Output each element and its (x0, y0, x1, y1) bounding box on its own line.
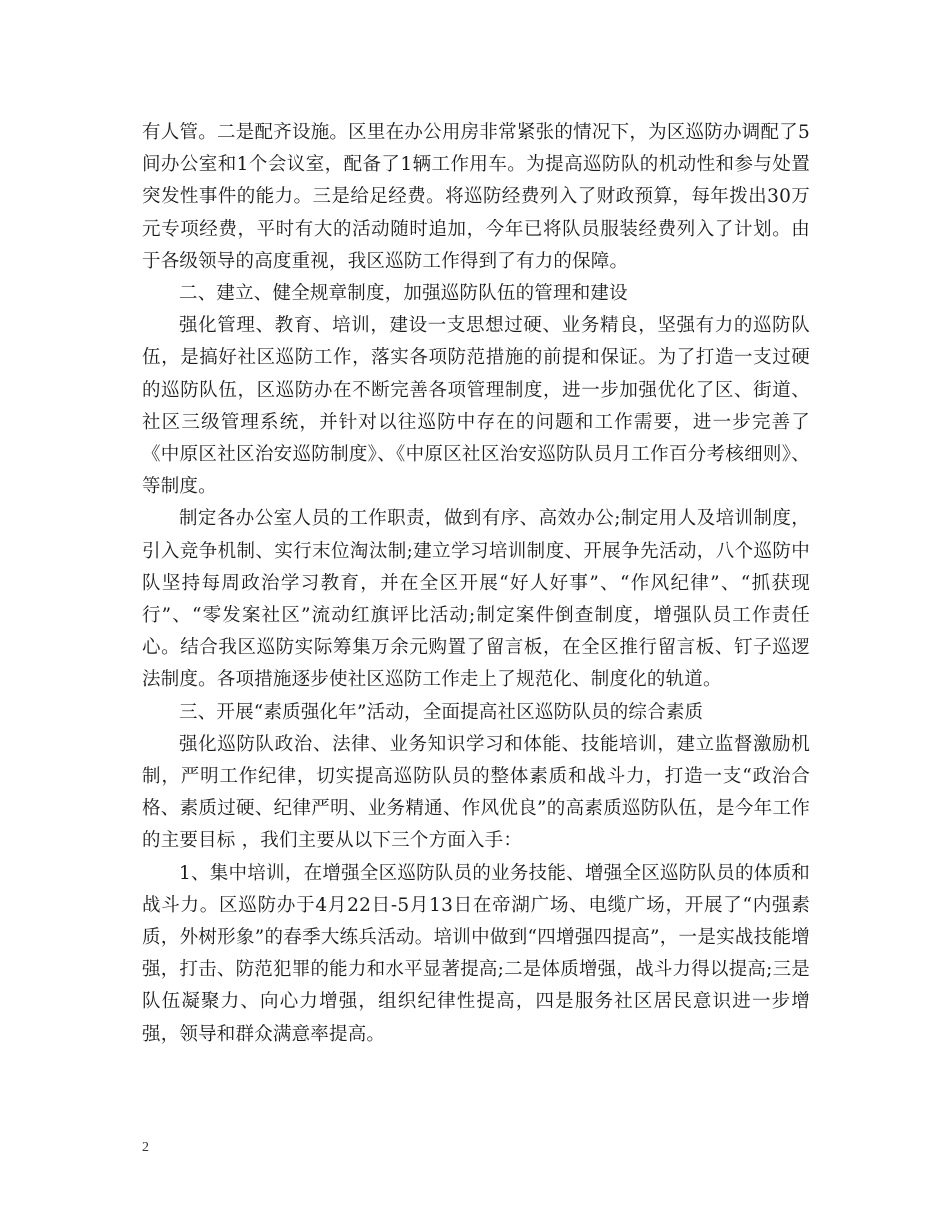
page-number: 2 (142, 1140, 149, 1155)
paragraph-quality: 强化巡防队政治、法律、业务知识学习和体能、技能培训，建立监督激励机制，严明工作纪律，切实提高巡防队员的整体素质和战斗力，打造一支“政治合格、素质过硬、纪律严明、业务精通、作风优良”的高素质巡防队伍，是今年工作的主要目标 ，我们主要从以下三个方面入手： (142, 733, 810, 852)
section-heading-2: 二、建立、健全规章制度，加强巡防队伍的管理和建设 (179, 283, 628, 305)
paragraph-management: 强化管理、教育、培训，建设一支思想过硬、业务精良，坚强有力的巡防队伍，是搞好社区巡防工作，落实各项防范措施的前提和保证。为了打造一支过硬的巡防队伍，区巡防办在不断完善各项管理制度，进一步加强优化了区、街道、社区三级管理系统，并针对以往巡防中存在的问题和工作需要，进一步完善了《中原区社区治安巡防制度》、《中原区社区治安巡防队员月工作百分考核细则》、等制度。 (142, 315, 810, 498)
document-body (142, 117, 810, 1051)
paragraph-duties: 制定各办公室人员的工作职责，做到有序、高效办公;制定用人及培训制度，引入竞争机制、实行末位淘汰制;建立学习培训制度、开展争先活动，八个巡防中队坚持每周政治学习教育，并在全区开展“好人好事”、“作风纪律”、“抓获现行”、“零发案社区”流动红旗评比活动;制定案件倒查制度，增强队员工作责任心。结合我区巡防实际筹集万余元购置了留言板，在全区推行留言板、钉子巡逻法制度。各项措施逐步使社区巡防工作走上了规范化、制度化的轨道。 (142, 508, 810, 691)
section-heading-3: 三、开展“素质强化年”活动，全面提高社区巡防队员的综合素质 (179, 701, 704, 723)
paragraph-training: 1、集中培训，在增强全区巡防队员的业务技能、增强全区巡防队员的体质和战斗力。区巡防办于4月22日-5月13日在帝湖广场、电缆广场，开展了“内强素质，外树形象”的春季大练兵活动。培训中做到“四增强四提高”，一是实战技能增强，打击、防范犯罪的能力和水平显著提高;二是体质增强，战斗力得以提高;三是队伍凝聚力、向心力增强，组织纪律性提高，四是服务社区居民意识进一步增强，领导和群众满意率提高。 (142, 862, 810, 1045)
paragraph-continuation: 有人管。二是配齐设施。区里在办公用房非常紧张的情况下，为区巡防办调配了5间办公室和1个会议室，配备了1辆工作用车。为提高巡防队的机动性和参与处置突发性事件的能力。三是给足经费。将巡防经费列入了财政预算，每年拨出30万元专项经费，平时有大的活动随时追加，今年已将队员服装经费列入了计划。由于各级领导的高度重视，我区巡防工作得到了有力的保障。 (142, 122, 810, 272)
